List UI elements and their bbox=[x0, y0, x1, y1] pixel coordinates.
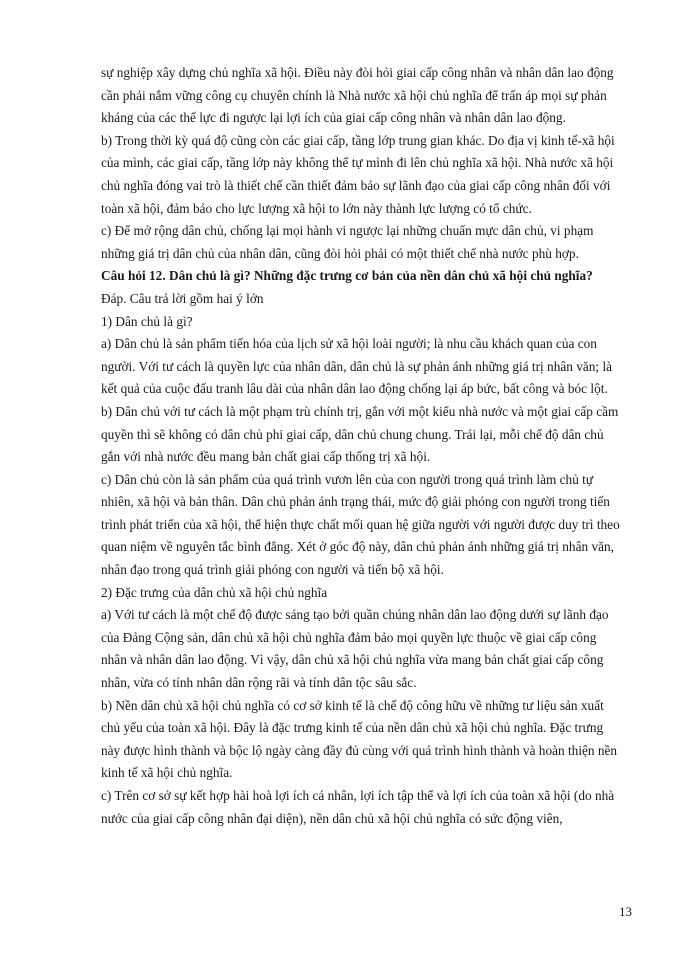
paragraph-1a: a) Dân chủ là sản phẩm tiến hóa của lịch sử xã hội loài người; là nhu cầu khách quan của con người. Với tư cách là quyền lực của nhân dân, dân chủ là sự phản ánh những giá trị nhân văn; là kết quả của cuộc đấu tranh lâu dài của nhân dân lao động chống lại áp bức, bất công và bóc lột. bbox=[101, 336, 613, 397]
page-body bbox=[101, 62, 622, 830]
section-2-heading: 2) Đặc trưng của dân chủ xã hội chủ nghĩa bbox=[101, 584, 328, 600]
paragraph-intro-continuation: sự nghiệp xây dựng chủ nghĩa xã hội. Điều này đòi hỏi giai cấp công nhân và nhân dân lao động cần phải nắm vững công cụ chuyên chính là Nhà nước xã hội chủ nghĩa để trấn áp mọi sự phản kháng của các thế lực đi ngược lại lợi ích của giai cấp công nhân và nhân dân lao động. bbox=[101, 65, 614, 126]
section-1-heading: 1) Dân chủ là gì? bbox=[101, 313, 193, 329]
paragraph-2c: c) Trên cơ sở sự kết hợp hài hoà lợi ích cá nhân, lợi ích tập thể và lợi ích của toàn xã hội (do nhà nước của giai cấp công nhân đại diện), nền dân chủ xã hội chủ nghĩa có sức động viên, bbox=[101, 788, 615, 826]
paragraph-c-democracy: c) Để mở rộng dân chủ, chống lại mọi hành vi ngược lại những chuẩn mực dân chủ, vi phạm những giá trị dân chủ của nhân dân, cũng đòi hỏi phải có một thiết chế nhà nước phù hợp. bbox=[101, 223, 594, 261]
paragraph-1c: c) Dân chủ còn là sản phẩm của quá trình vươn lên của con người trong quá trình làm chủ tự nhiên, xã hội và bản thân. Dân chủ phản ánh trạng thái, mức độ giải phóng con người trong tiến trình phát triển của xã hội, thể hiện thực chất mối quan hệ giữa người với người được duy trì theo quan niệm về nguyên tắc bình đẳng. Xét ở góc độ này, dân chủ phản ánh những giá trị nhân văn, nhân đạo trong quá trình giải phóng con người và tiến bộ xã hội. bbox=[101, 471, 620, 578]
page-number: 13 bbox=[619, 904, 632, 919]
paragraph-1b: b) Dân chủ với tư cách là một phạm trù chính trị, gắn với một kiểu nhà nước và một giai cấp cầm quyền thì sẽ không có dân chủ phi giai cấp, dân chủ chung chung. Trái lại, mỗi chế độ dân chủ gắn với nhà nước đều mang bản chất giai cấp thống trị xã hội. bbox=[101, 403, 619, 465]
paragraph-b-transition: b) Trong thời kỳ quá độ cũng còn các giai cấp, tầng lớp trung gian khác. Do địa vị kinh tế-xã hội của mình, các giai cấp, tầng lớp này không thể tự mình đi lên chủ nghĩa xã hội. Nhà nước xã hội chủ nghĩa đóng vai trò là thiết chế cần thiết đảm bảo sự lãnh đạo của giai cấp công nhân đối với toàn xã hội, đảm bảo cho lực lượng xã hội to lớn này thành lực lượng có tổ chức. bbox=[101, 132, 615, 216]
question-12-heading: Câu hỏi 12. Dân chủ là gì? Những đặc trưng cơ bản của nền dân chủ xã hội chủ nghĩa? bbox=[101, 268, 593, 284]
paragraph-2a: a) Với tư cách là một chế độ được sáng tạo bởi quần chúng nhân dân lao động dưới sự lãnh đạo của Đảng Cộng sản, dân chủ xã hội chủ nghĩa đảm bảo mọi quyền lực thuộc về giai cấp công nhân và nhân dân lao động. Vì vậy, dân chủ xã hội chủ nghĩa vừa mang bản chất giai cấp công nhân, vừa có tính nhân dân rộng rãi và tính dân tộc sâu sắc. bbox=[101, 607, 609, 691]
answer-intro: Đáp. Câu trả lời gồm hai ý lớn bbox=[101, 290, 264, 306]
paragraph-2b: b) Nền dân chủ xã hội chủ nghĩa có cơ sở kinh tế là chế độ công hữu về những tư liệu sản xuất chủ yếu của toàn xã hội. Đây là đặc trưng kinh tế của nền dân chủ xã hội chủ nghĩa. Đặc trưng này được hình thành và bộc lộ ngày càng đầy đủ cùng với quá trình hình thành và hoàn thiện nền kinh tế xã hội chủ nghĩa. bbox=[101, 697, 618, 781]
